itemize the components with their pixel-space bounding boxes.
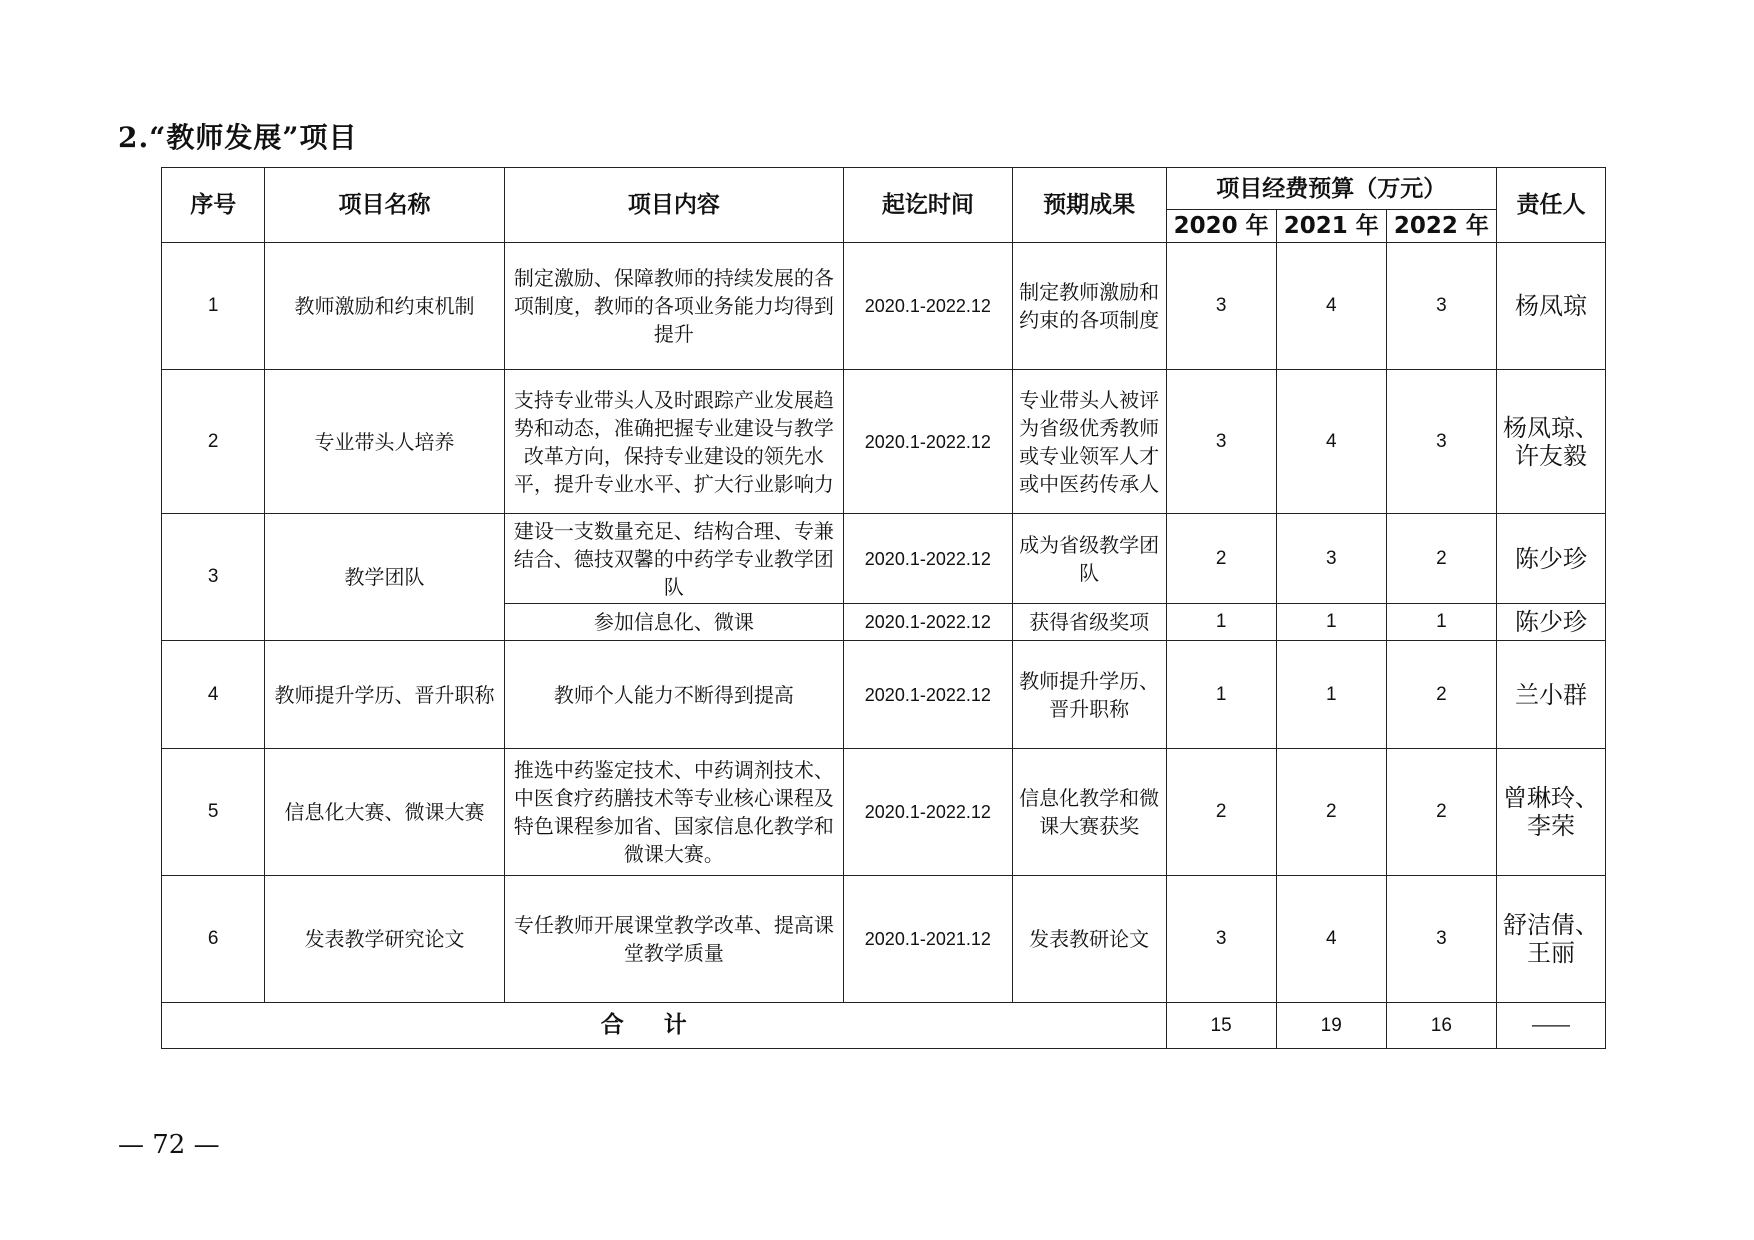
header-year-2021: 2021 年 — [1276, 210, 1386, 243]
cell-time: 2020.1-2022.12 — [844, 370, 1013, 514]
cell-seq: 1 — [162, 243, 265, 370]
header-time: 起讫时间 — [844, 168, 1013, 243]
page-number: — 72 — — [118, 1130, 220, 1160]
cell-budget-2022: 3 — [1386, 876, 1496, 1003]
header-budget: 项目经费预算（万元） — [1166, 168, 1496, 210]
cell-person: 舒洁倩、王丽 — [1496, 876, 1605, 1003]
table-row — [162, 749, 1606, 876]
cell-person: 曾琳玲、李荣 — [1496, 749, 1605, 876]
cell-budget-2022: 3 — [1386, 370, 1496, 514]
header-result: 预期成果 — [1012, 168, 1166, 243]
cell-content: 专任教师开展课堂教学改革、提高课堂教学质量 — [504, 876, 843, 1003]
table-row — [162, 641, 1606, 749]
cell-content: 制定激励、保障教师的持续发展的各项制度，教师的各项业务能力均得到提升 — [504, 243, 843, 370]
cell-person: 杨凤琼、许友毅 — [1496, 370, 1605, 514]
cell-time: 2020.1-2022.12 — [844, 243, 1013, 370]
cell-seq: 3 — [162, 514, 265, 641]
total-2020: 15 — [1166, 1003, 1276, 1049]
cell-budget-2022: 3 — [1386, 243, 1496, 370]
cell-budget-2020: 2 — [1166, 749, 1276, 876]
cell-name: 教师激励和约束机制 — [265, 243, 504, 370]
total-label-cell — [162, 1003, 1167, 1049]
cell-budget-2021: 4 — [1276, 243, 1386, 370]
cell-budget-2022: 2 — [1386, 514, 1496, 604]
cell-budget-2021: 4 — [1276, 370, 1386, 514]
cell-budget-2022: 2 — [1386, 749, 1496, 876]
cell-budget-2022: 1 — [1386, 604, 1496, 641]
cell-budget-2020: 1 — [1166, 641, 1276, 749]
header-content: 项目内容 — [504, 168, 843, 243]
cell-result: 发表教研论文 — [1012, 876, 1166, 1003]
header-seq: 序号 — [162, 168, 265, 243]
cell-person: 杨凤琼 — [1496, 243, 1605, 370]
cell-time: 2020.1-2022.12 — [844, 514, 1013, 604]
cell-person: 陈少珍 — [1496, 604, 1605, 641]
cell-budget-2020: 3 — [1166, 370, 1276, 514]
total-person: —— — [1496, 1003, 1605, 1049]
cell-content: 推选中药鉴定技术、中药调剂技术、中医食疗药膳技术等专业核心课程及特色课程参加省、国家信息化教学和微课大赛。 — [504, 749, 843, 876]
cell-result: 专业带头人被评为省级优秀教师或专业领军人才或中医药传承人 — [1012, 370, 1166, 514]
cell-name: 教师提升学历、晋升职称 — [265, 641, 504, 749]
cell-result: 成为省级教学团队 — [1012, 514, 1166, 604]
cell-result: 信息化教学和微课大赛获奖 — [1012, 749, 1166, 876]
cell-seq: 6 — [162, 876, 265, 1003]
total-2021: 19 — [1276, 1003, 1386, 1049]
cell-budget-2020: 2 — [1166, 514, 1276, 604]
cell-person: 陈少珍 — [1496, 514, 1605, 604]
total-row — [162, 1003, 1606, 1049]
cell-budget-2020: 3 — [1166, 876, 1276, 1003]
cell-budget-2021: 2 — [1276, 749, 1386, 876]
cell-name: 信息化大赛、微课大赛 — [265, 749, 504, 876]
total-label: 合计 — [600, 1011, 727, 1038]
cell-seq: 5 — [162, 749, 265, 876]
table-row — [162, 514, 1606, 604]
cell-time: 2020.1-2022.12 — [844, 749, 1013, 876]
cell-content: 教师个人能力不断得到提高 — [504, 641, 843, 749]
budget-table — [161, 167, 1606, 1049]
cell-content: 参加信息化、微课 — [504, 604, 843, 641]
cell-budget-2021: 1 — [1276, 641, 1386, 749]
cell-budget-2021: 1 — [1276, 604, 1386, 641]
cell-budget-2020: 1 — [1166, 604, 1276, 641]
cell-seq: 4 — [162, 641, 265, 749]
table-row — [162, 876, 1606, 1003]
cell-content: 建设一支数量充足、结构合理、专兼结合、德技双馨的中药学专业教学团队 — [504, 514, 843, 604]
cell-budget-2021: 4 — [1276, 876, 1386, 1003]
cell-seq: 2 — [162, 370, 265, 514]
cell-person: 兰小群 — [1496, 641, 1605, 749]
cell-name: 发表教学研究论文 — [265, 876, 504, 1003]
table-row — [162, 243, 1606, 370]
cell-time: 2020.1-2022.12 — [844, 604, 1013, 641]
header-year-2022: 2022 年 — [1386, 210, 1496, 243]
cell-budget-2021: 3 — [1276, 514, 1386, 604]
cell-budget-2020: 3 — [1166, 243, 1276, 370]
header-row — [162, 168, 1606, 210]
table-row — [162, 370, 1606, 514]
cell-time: 2020.1-2021.12 — [844, 876, 1013, 1003]
cell-result: 制定教师激励和约束的各项制度 — [1012, 243, 1166, 370]
cell-content: 支持专业带头人及时跟踪产业发展趋势和动态，准确把握专业建设与教学改革方向，保持专业建设的领先水平，提升专业水平、扩大行业影响力 — [504, 370, 843, 514]
cell-result: 教师提升学历、晋升职称 — [1012, 641, 1166, 749]
cell-name: 教学团队 — [265, 514, 504, 641]
header-person: 责任人 — [1496, 168, 1605, 243]
header-name: 项目名称 — [265, 168, 504, 243]
cell-time: 2020.1-2022.12 — [844, 641, 1013, 749]
cell-result: 获得省级奖项 — [1012, 604, 1166, 641]
header-year-2020: 2020 年 — [1166, 210, 1276, 243]
total-2022: 16 — [1386, 1003, 1496, 1049]
cell-name: 专业带头人培养 — [265, 370, 504, 514]
cell-budget-2022: 2 — [1386, 641, 1496, 749]
section-title: 2.“教师发展”项目 — [118, 121, 358, 154]
